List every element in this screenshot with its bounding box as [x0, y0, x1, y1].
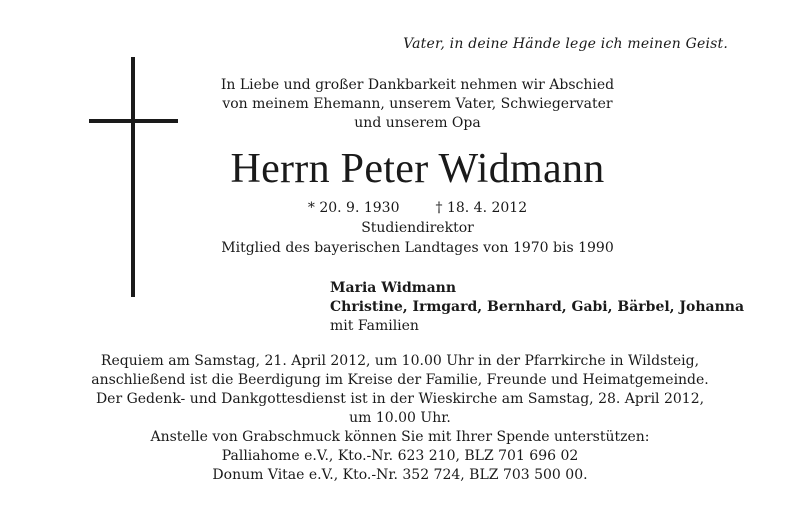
family-signatures	[330, 279, 744, 336]
family-line-children: Christine, Irmgard, Bernhard, Gabi, Bärbel, Johanna	[330, 299, 745, 315]
intro-line: von meinem Ehemann, unserem Vater, Schwiegervater	[222, 96, 613, 112]
service-line: Der Gedenk- und Dankgottesdienst ist in der Wieskirche am Samstag, 28. April 2012,	[95, 391, 705, 407]
service-line: Anstelle von Grabschmuck können Sie mit Ihrer Spende unterstützen:	[150, 429, 650, 445]
cross-vertical-bar	[131, 57, 135, 297]
deceased-title: Studiendirektor	[361, 220, 474, 236]
family-line-spouse: Maria Widmann	[330, 280, 457, 296]
service-info	[20, 352, 780, 485]
service-line: anschließend ist die Beerdigung im Kreise der Familie, Freunde und Heimatgemeinde.	[91, 372, 709, 388]
intro-text	[190, 76, 645, 133]
service-line: um 10.00 Uhr.	[349, 410, 451, 426]
intro-line: und unserem Opa	[354, 115, 481, 131]
death-date: † 18. 4. 2012	[435, 200, 528, 216]
family-line-others: mit Familien	[330, 318, 419, 334]
deceased-details	[190, 198, 645, 258]
service-line: Donum Vitae e.V., Kto.-Nr. 352 724, BLZ 703 500 00.	[212, 467, 588, 483]
service-line: Requiem am Samstag, 21. April 2012, um 10.00 Uhr in der Pfarrkirche in Wildsteig,	[100, 353, 700, 369]
cross-horizontal-bar	[89, 119, 178, 123]
birth-date: * 20. 9. 1930	[307, 200, 400, 216]
deceased-note: Mitglied des bayerischen Landtages von 1970 bis 1990	[221, 240, 614, 256]
intro-line: In Liebe und großer Dankbarkeit nehmen wir Abschied	[220, 77, 615, 93]
motto: Vater, in deine Hände lege ich meinen Geist.	[403, 36, 728, 52]
service-line: Palliahome e.V., Kto.-Nr. 623 210, BLZ 701 696 02	[221, 448, 579, 464]
deceased-name: Herrn Peter Widmann	[230, 146, 605, 192]
life-dates	[190, 198, 645, 218]
